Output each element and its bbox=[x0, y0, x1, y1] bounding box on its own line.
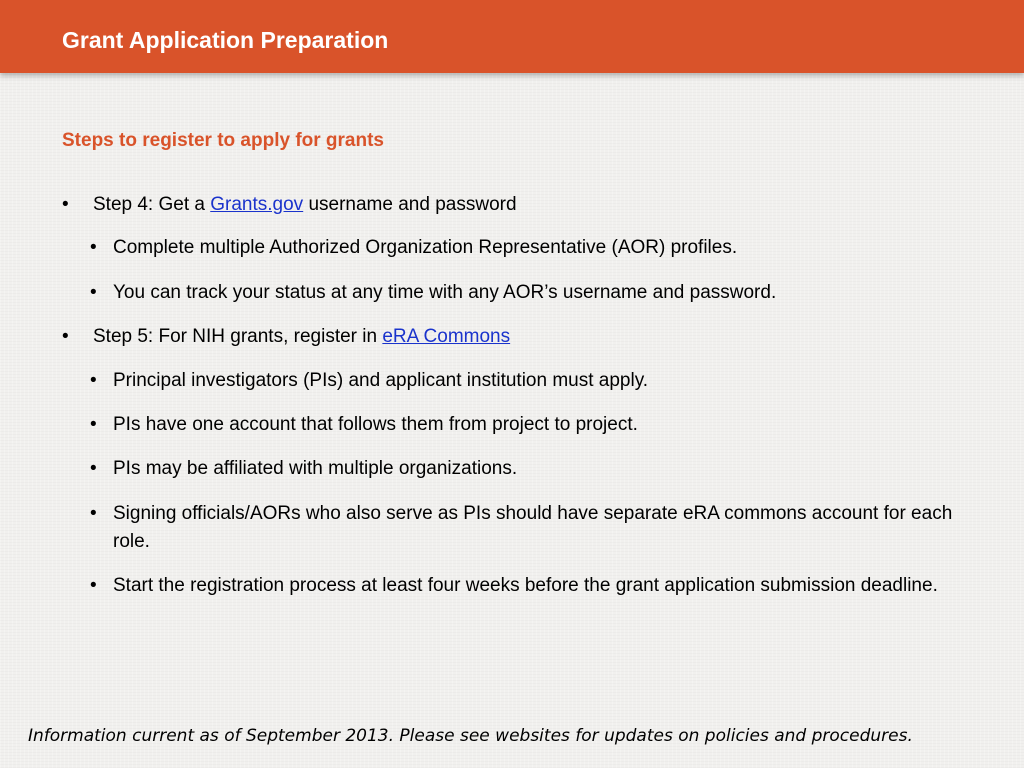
sub-bullet-icon: • bbox=[90, 503, 97, 524]
list-item-text: Start the registration process at least four weeks before the grant application submission deadline. bbox=[113, 575, 938, 596]
step-4-suffix: username and password bbox=[303, 194, 517, 215]
list-item-text: Signing officials/AORs who also serve as PIs should have separate eRA commons account for each role. bbox=[113, 503, 953, 552]
slide-title: Grant Application Preparation bbox=[62, 27, 389, 53]
list-item bbox=[90, 279, 960, 307]
list-item bbox=[90, 234, 960, 262]
list-item bbox=[90, 572, 960, 600]
sub-bullet-icon: • bbox=[90, 282, 97, 303]
list-item-text: PIs may be affiliated with multiple organizations. bbox=[113, 458, 518, 479]
era-commons-link[interactable]: eRA Commons bbox=[382, 326, 511, 347]
bullet-icon: • bbox=[62, 326, 69, 347]
sub-bullet-icon: • bbox=[90, 414, 97, 435]
footer-disclaimer: Information current as of September 2013. Please see websites for updates on policies and procedures. bbox=[28, 726, 913, 746]
list-item-text: Principal investigators (PIs) and applicant institution must apply. bbox=[113, 370, 649, 391]
list-item-text: PIs have one account that follows them from project to project. bbox=[113, 414, 638, 435]
sub-bullet-icon: • bbox=[90, 575, 97, 596]
list-item-text: You can track your status at any time with any AOR’s username and password. bbox=[113, 282, 777, 303]
bullet-icon: • bbox=[62, 194, 69, 215]
section-subtitle: Steps to register to apply for grants bbox=[62, 130, 384, 151]
step-5-text bbox=[93, 325, 510, 349]
list-item bbox=[90, 500, 960, 556]
sub-bullet-icon: • bbox=[90, 370, 97, 391]
sub-bullet-icon: • bbox=[90, 458, 97, 479]
step-4-text bbox=[93, 193, 517, 217]
grants-gov-link[interactable]: Grants.gov bbox=[210, 194, 304, 215]
list-item-text: Complete multiple Authorized Organization Representative (AOR) profiles. bbox=[113, 237, 738, 258]
step-5-prefix: Step 5: For NIH grants, register in bbox=[93, 326, 383, 347]
sub-bullet-icon: • bbox=[90, 237, 97, 258]
header-bar bbox=[0, 0, 1024, 73]
list-item bbox=[90, 367, 960, 395]
list-item bbox=[90, 411, 960, 439]
list-item bbox=[90, 455, 960, 483]
step-4-prefix: Step 4: Get a bbox=[93, 194, 211, 215]
